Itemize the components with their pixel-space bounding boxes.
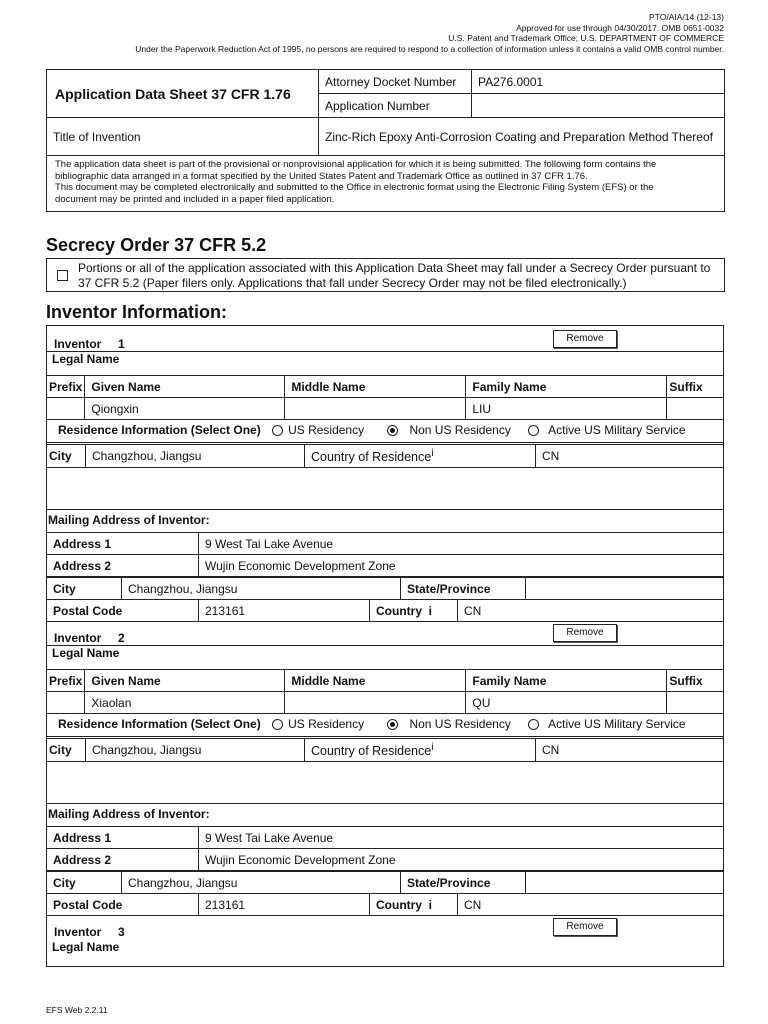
mail-city-label: City <box>47 578 122 600</box>
res-city-value[interactable]: Changzhou, Jiangsu <box>86 444 305 468</box>
inventor-1-residence-row <box>58 423 686 437</box>
inventor-number: 1 <box>118 337 125 351</box>
address2-label: Address 2 <box>47 555 199 577</box>
inventor-2-postal-table <box>46 893 724 916</box>
given-header: Given Name <box>85 376 285 398</box>
secrecy-line2: 37 CFR 5.2 (Paper filers only. Applications that fall under Secrecy Order may not be filed electronically.) <box>78 276 627 290</box>
non-us-residency-label: Non US Residency <box>409 423 511 437</box>
secrecy-line1: Portions or all of the application associated with this Application Data Sheet may fall under a Secrecy Order pursuant to <box>78 261 711 275</box>
given-value[interactable]: Xiaolan <box>85 692 285 714</box>
suffix-value[interactable] <box>667 398 724 420</box>
remove-inventor-2-button[interactable]: Remove <box>553 624 617 642</box>
res-city-value[interactable]: Changzhou, Jiangsu <box>86 738 305 762</box>
address2-label: Address 2 <box>47 849 199 871</box>
us-residency-label: US Residency <box>288 717 365 731</box>
given-value[interactable]: Qiongxin <box>85 398 285 420</box>
ads-desc-line4: document may be printed and included in a paper filed application. <box>55 193 335 205</box>
military-label: Active US Military Service <box>548 423 686 437</box>
ads-desc-line1: The application data sheet is part of the provisional or nonprovisional application for which it is being submitted. The following form contains the <box>55 159 657 170</box>
us-residency-option[interactable] <box>272 717 364 731</box>
address2-value[interactable]: Wujin Economic Development Zone <box>199 555 724 577</box>
middle-header: Middle Name <box>285 670 466 692</box>
title-of-invention-label: Title of Invention <box>47 118 319 156</box>
secrecy-box <box>46 258 725 292</box>
middle-value[interactable] <box>285 398 466 420</box>
non-us-residency-label: Non US Residency <box>409 717 511 731</box>
inventor-number: 3 <box>118 925 125 939</box>
military-label: Active US Military Service <box>548 717 686 731</box>
inventor-2-mailing-table <box>46 826 724 871</box>
postal-value[interactable]: 213161 <box>199 894 370 916</box>
form-header <box>135 12 724 54</box>
ads-header-table <box>46 69 725 156</box>
divider <box>46 803 724 804</box>
inventor-2-residence-table <box>46 736 724 762</box>
inventor-section-title: Inventor Information: <box>46 302 227 322</box>
military-option[interactable] <box>528 717 685 731</box>
given-header: Given Name <box>85 670 285 692</box>
inventor-label: Inventor <box>54 337 102 351</box>
footer-version: EFS Web 2.2.11 <box>46 1005 108 1015</box>
inventor-1-residence-table <box>46 442 724 468</box>
form-id: PTO/AIA/14 (12-13) <box>649 12 724 22</box>
residence-label: Residence Information (Select One) <box>58 717 261 731</box>
family-header: Family Name <box>466 376 667 398</box>
us-residency-label: US Residency <box>288 423 365 437</box>
info-icon: i <box>431 447 434 459</box>
inventor-2-residence-row <box>58 717 686 731</box>
omb-approval: Approved for use through 04/30/2017. OMB 0651-0032 <box>516 22 724 33</box>
radio-icon[interactable] <box>272 425 283 436</box>
family-header: Family Name <box>466 670 667 692</box>
country-of-residence-label: Country of Residence$^i$ <box>305 444 536 468</box>
inventor-1-mailing-table <box>46 532 724 577</box>
divider <box>46 645 724 646</box>
city-label: City <box>47 738 86 762</box>
radio-selected-icon[interactable] <box>387 425 398 436</box>
inventor-1-city-table <box>46 577 724 600</box>
inventor-1-postal-table <box>46 599 724 622</box>
legal-name-label: Legal Name <box>52 940 120 954</box>
city-label: City <box>47 444 86 468</box>
radio-icon[interactable] <box>528 719 539 730</box>
country-label: Country i <box>370 600 458 622</box>
mail-city-value[interactable]: Changzhou, Jiangsu <box>122 578 401 600</box>
inventor-2-city-table <box>46 871 724 894</box>
inventor-1-name-table <box>46 375 724 420</box>
address1-label: Address 1 <box>47 827 199 849</box>
ads-desc-line2: bibliographic data arranged in a format specified by the United States Patent and Trademark Office as outlined in 37 CFR 1.76. <box>55 170 588 182</box>
info-icon: i <box>431 741 434 753</box>
divider <box>46 351 724 352</box>
address1-value[interactable]: 9 West Tai Lake Avenue <box>199 533 724 555</box>
country-value[interactable]: CN <box>458 600 724 622</box>
suffix-header: Suffix <box>667 376 724 398</box>
docket-label: Attorney Docket Number <box>319 70 472 94</box>
radio-icon[interactable] <box>528 425 539 436</box>
radio-icon[interactable] <box>272 719 283 730</box>
paperwork-notice: Under the Paperwork Reduction Act of 1995, no persons are required to respond to a collection of information unless it contains a valid OMB control number. <box>135 43 724 54</box>
res-country-value[interactable]: CN <box>536 738 724 762</box>
state-value[interactable] <box>526 872 724 894</box>
docket-value[interactable]: PA276.0001 <box>472 70 725 94</box>
country-value[interactable]: CN <box>458 894 724 916</box>
state-label: State/Province <box>401 578 526 600</box>
mail-city-label: City <box>47 872 122 894</box>
country-of-residence-label: Country of Residence$^i$ <box>305 738 536 762</box>
res-country-value[interactable]: CN <box>536 444 724 468</box>
info-icon: i <box>428 897 433 912</box>
state-value[interactable] <box>526 578 724 600</box>
family-value[interactable]: QU <box>466 692 667 714</box>
ads-description-box <box>46 155 725 212</box>
address2-value[interactable]: Wujin Economic Development Zone <box>199 849 724 871</box>
address1-label: Address 1 <box>47 533 199 555</box>
remove-inventor-1-button[interactable]: Remove <box>553 330 617 348</box>
postal-label: Postal Code <box>47 600 199 622</box>
suffix-value[interactable] <box>667 692 724 714</box>
legal-name-label: Legal Name <box>52 646 120 660</box>
suffix-header: Suffix <box>667 670 724 692</box>
prefix-value[interactable] <box>47 692 85 714</box>
mail-city-value[interactable]: Changzhou, Jiangsu <box>122 872 401 894</box>
middle-header: Middle Name <box>285 376 466 398</box>
secrecy-checkbox[interactable] <box>57 270 68 281</box>
residence-label: Residence Information (Select One) <box>58 423 261 437</box>
mailing-address-label: Mailing Address of Inventor: <box>48 513 210 527</box>
inventor-number: 2 <box>118 631 125 645</box>
inventor-2-name-table <box>46 669 724 714</box>
divider <box>46 509 724 510</box>
military-option[interactable] <box>528 423 685 437</box>
address1-value[interactable]: 9 West Tai Lake Avenue <box>199 827 724 849</box>
prefix-value[interactable] <box>47 398 85 420</box>
inventor-label: Inventor <box>54 925 102 939</box>
postal-value[interactable]: 213161 <box>199 600 370 622</box>
non-us-residency-option[interactable] <box>387 717 510 731</box>
family-value[interactable]: LIU <box>466 398 667 420</box>
inventor-3-header <box>46 918 724 960</box>
state-label: State/Province <box>401 872 526 894</box>
appno-value[interactable] <box>472 94 725 118</box>
prefix-header: Prefix <box>47 376 85 398</box>
country-label: Country i <box>370 894 458 916</box>
title-of-invention-value[interactable]: Zinc-Rich Epoxy Anti-Corrosion Coating and Preparation Method Thereof <box>319 118 725 156</box>
info-icon: i <box>428 603 433 618</box>
secrecy-title: Secrecy Order 37 CFR 5.2 <box>46 235 267 255</box>
appno-label: Application Number <box>319 94 472 118</box>
prefix-header: Prefix <box>47 670 85 692</box>
postal-label: Postal Code <box>47 894 199 916</box>
radio-selected-icon[interactable] <box>387 719 398 730</box>
us-residency-option[interactable] <box>272 423 364 437</box>
non-us-residency-option[interactable] <box>387 423 510 437</box>
mailing-address-label: Mailing Address of Inventor: <box>48 807 210 821</box>
remove-inventor-3-button[interactable]: Remove <box>553 918 617 936</box>
ads-desc-line3: This document may be completed electronically and submitted to the Office in electronic format using the Electronic Filing System (EFS) or the <box>55 182 654 193</box>
agency-name: U.S. Patent and Trademark Office; U.S. DEPARTMENT OF COMMERCE <box>448 33 724 43</box>
ads-title: Application Data Sheet 37 CFR 1.76 <box>47 70 319 118</box>
middle-value[interactable] <box>285 692 466 714</box>
legal-name-label: Legal Name <box>52 352 120 366</box>
inventor-label: Inventor <box>54 631 102 645</box>
